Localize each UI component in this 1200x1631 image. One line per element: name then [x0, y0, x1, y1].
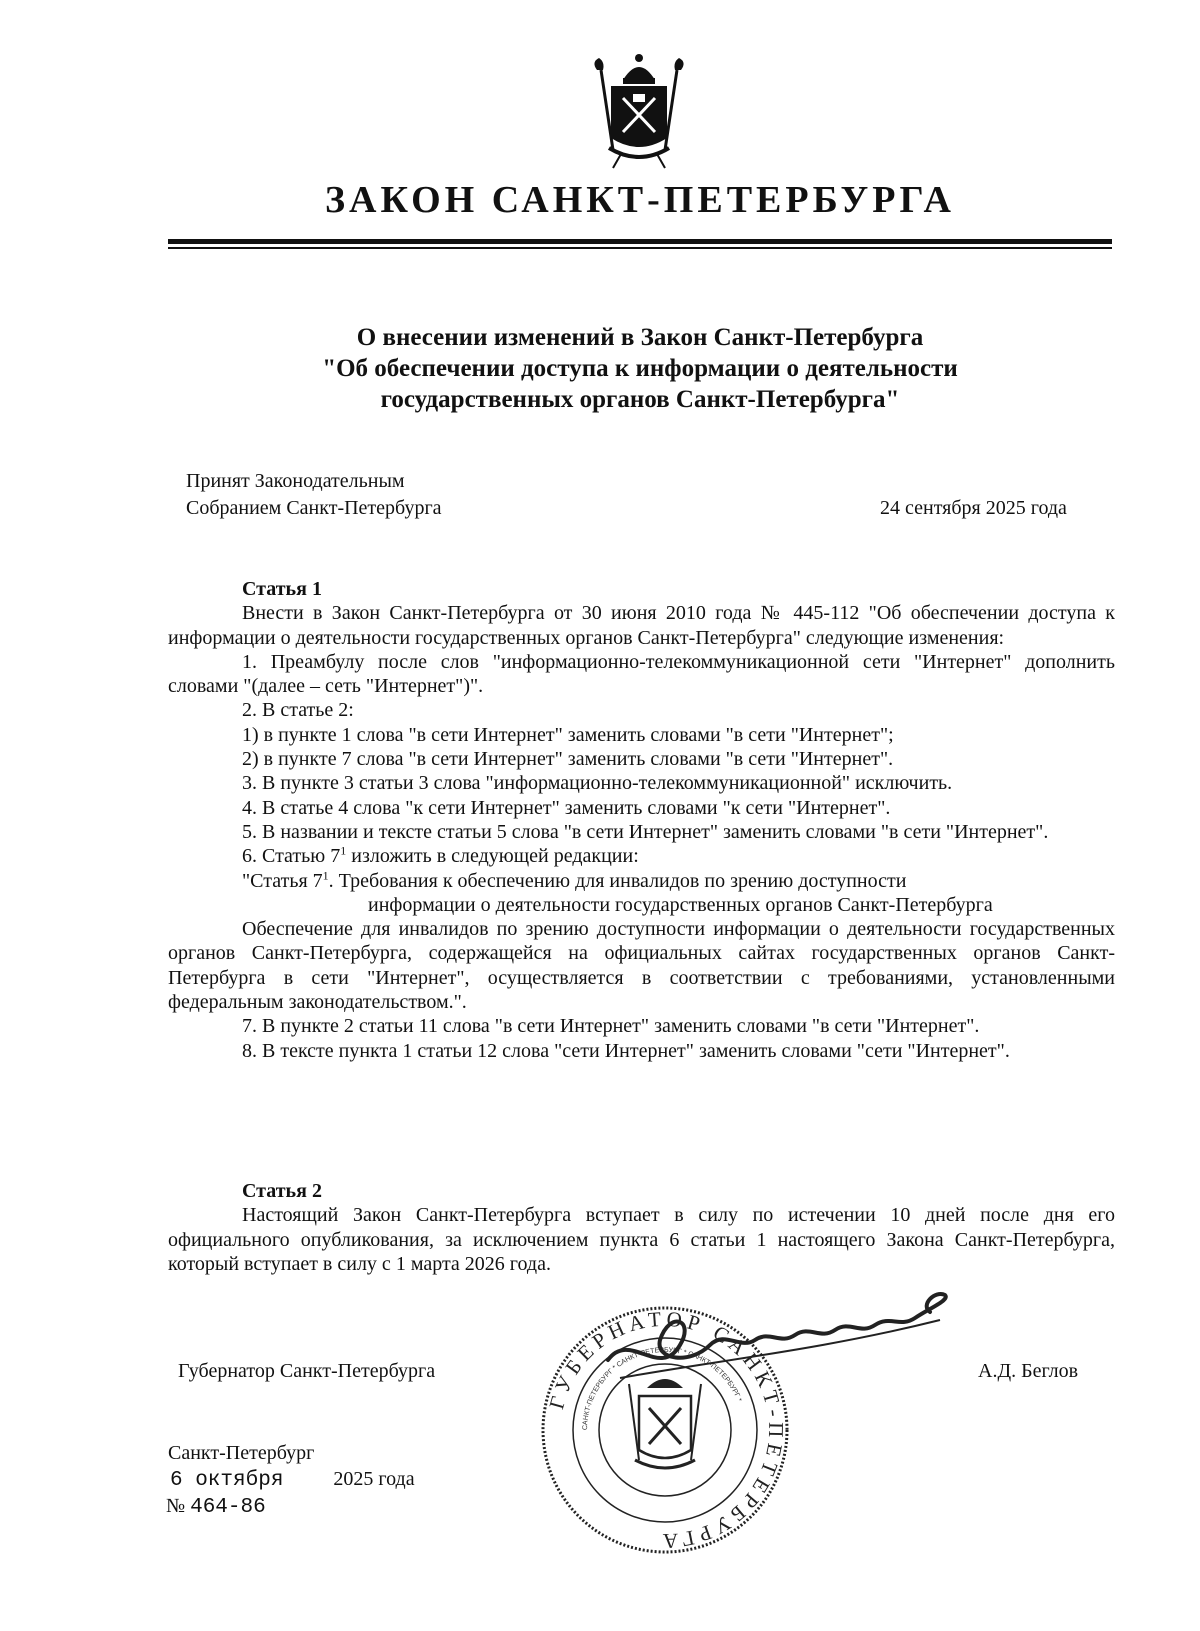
- article-paragraph: Внести в Закон Санкт-Петербурга от 30 июня 2010 года № 445-112 "Об обеспечении доступа к информации о деятельности государственных органов Санкт-Петербурга" следующие изменения:: [168, 602, 1115, 649]
- law-number-prefix: №: [166, 1495, 186, 1517]
- quoted-article-title-line2: информации о деятельности государственных органов Санкт-Петербурга: [368, 893, 993, 916]
- superscript: 1: [322, 867, 329, 882]
- signing-date: [170, 1468, 415, 1492]
- article-paragraph: [168, 844, 1115, 868]
- subject-line: "Об обеспечении доступа к информации о деятельности: [322, 355, 958, 382]
- article-heading: Статья 2: [242, 1180, 322, 1202]
- governor-name: А.Д. Беглов: [978, 1360, 1079, 1382]
- item-text: 6. Статью 7: [242, 845, 341, 868]
- law-number: [166, 1495, 266, 1519]
- article-paragraph: 5. В названии и тексте статьи 5 слова "в сети Интернет" заменить словами "в сети "Интернет".: [242, 820, 1049, 843]
- governor-position: Губернатор Санкт-Петербурга: [178, 1360, 436, 1382]
- seal-outer-text: ГУБЕРНАТОР САНКТ-ПЕТЕРБУРГА: [544, 1306, 789, 1554]
- article-paragraph: 4. В статье 4 слова "к сети Интернет" заменить словами "к сети "Интернет".: [242, 796, 891, 819]
- article-paragraph: 1. Преамбулу после слов "информационно-телекоммуникационной сети "Интернет" дополнить словами "(далее – сеть "Интернет")".: [168, 650, 1115, 698]
- quote-text: . Требования к обеспечению для инвалидов по зрению доступности: [328, 869, 907, 892]
- quoted-article-body: Обеспечение для инвалидов по зрению доступности информации о деятельности государственных органов Санкт-Петербурга, содержащейся на официальных сайтах государственных органов Санкт-Петербурга в сети "Интернет", осуществляется в соответствии с требованиями, установленными федеральным законодательством.".: [168, 918, 1115, 1014]
- subject-line: О внесении изменений в Закон Санкт-Петербурга: [356, 324, 924, 351]
- title-rule-thin: [168, 247, 1112, 249]
- law-number-value: 464-86: [190, 1496, 266, 1519]
- quoted-article-title: [168, 869, 1115, 893]
- article-paragraph: 2) в пункте 7 слова "в сети Интернет" заменить словами "в сети "Интернет".: [242, 748, 894, 771]
- signing-date-year: 2025 года: [333, 1468, 415, 1490]
- article-2: [168, 1179, 1115, 1276]
- seal-inner-text: САНКТ-ПЕТЕРБУРГ * САНКТ-ПЕТЕРБУРГ * САНКТ-ПЕТЕРБУРГ *: [581, 1346, 743, 1431]
- article-paragraph: 2. В статье 2:: [242, 699, 354, 722]
- adoption-authority: [186, 468, 442, 522]
- coat-of-arms-icon: [583, 50, 695, 170]
- article-paragraph: 1) в пункте 1 слова "в сети Интернет" заменить словами "в сети "Интернет";: [242, 723, 894, 746]
- adoption-date: 24 сентября 2025 года: [880, 497, 1067, 519]
- signing-place: Санкт-Петербург: [168, 1442, 315, 1464]
- article-paragraph: 8. В тексте пункта 1 статьи 12 слова "сети Интернет" заменить словами "сети "Интернет".: [242, 1039, 1010, 1062]
- adoption-line: Собранием Санкт-Петербурга: [186, 497, 442, 519]
- article-paragraph: 3. В пункте 3 статьи 3 слова "информационно-телекоммуникационной" исключить.: [242, 772, 953, 795]
- signing-date-day: 6 октября: [170, 1469, 284, 1492]
- subject-line: государственных органов Санкт-Петербурга": [380, 386, 900, 413]
- superscript: 1: [340, 843, 347, 858]
- article-paragraph: 7. В пункте 2 статьи 11 слова "в сети Интернет" заменить словами "в сети "Интернет".: [242, 1015, 980, 1038]
- handwritten-signature-icon: [600, 1290, 960, 1400]
- adoption-line: Принят Законодательным: [186, 470, 405, 492]
- title-rule-thick: [168, 239, 1112, 244]
- article-heading: Статья 1: [242, 578, 322, 600]
- article-paragraph: Настоящий Закон Санкт-Петербурга вступает в силу по истечении 10 дней после дня его официального опубликования, за исключением пункта 6 статьи 1 настоящего Закона Санкт-Петербурга, который вступает в силу с 1 марта 2026 года.: [168, 1204, 1115, 1275]
- law-title: ЗАКОН САНКТ-ПЕТЕРБУРГА: [324, 179, 955, 221]
- quote-text: "Статья 7: [242, 869, 323, 892]
- item-text: изложить в следующей редакции:: [346, 845, 639, 868]
- document-subject: [168, 322, 1112, 415]
- article-1: [168, 577, 1115, 1063]
